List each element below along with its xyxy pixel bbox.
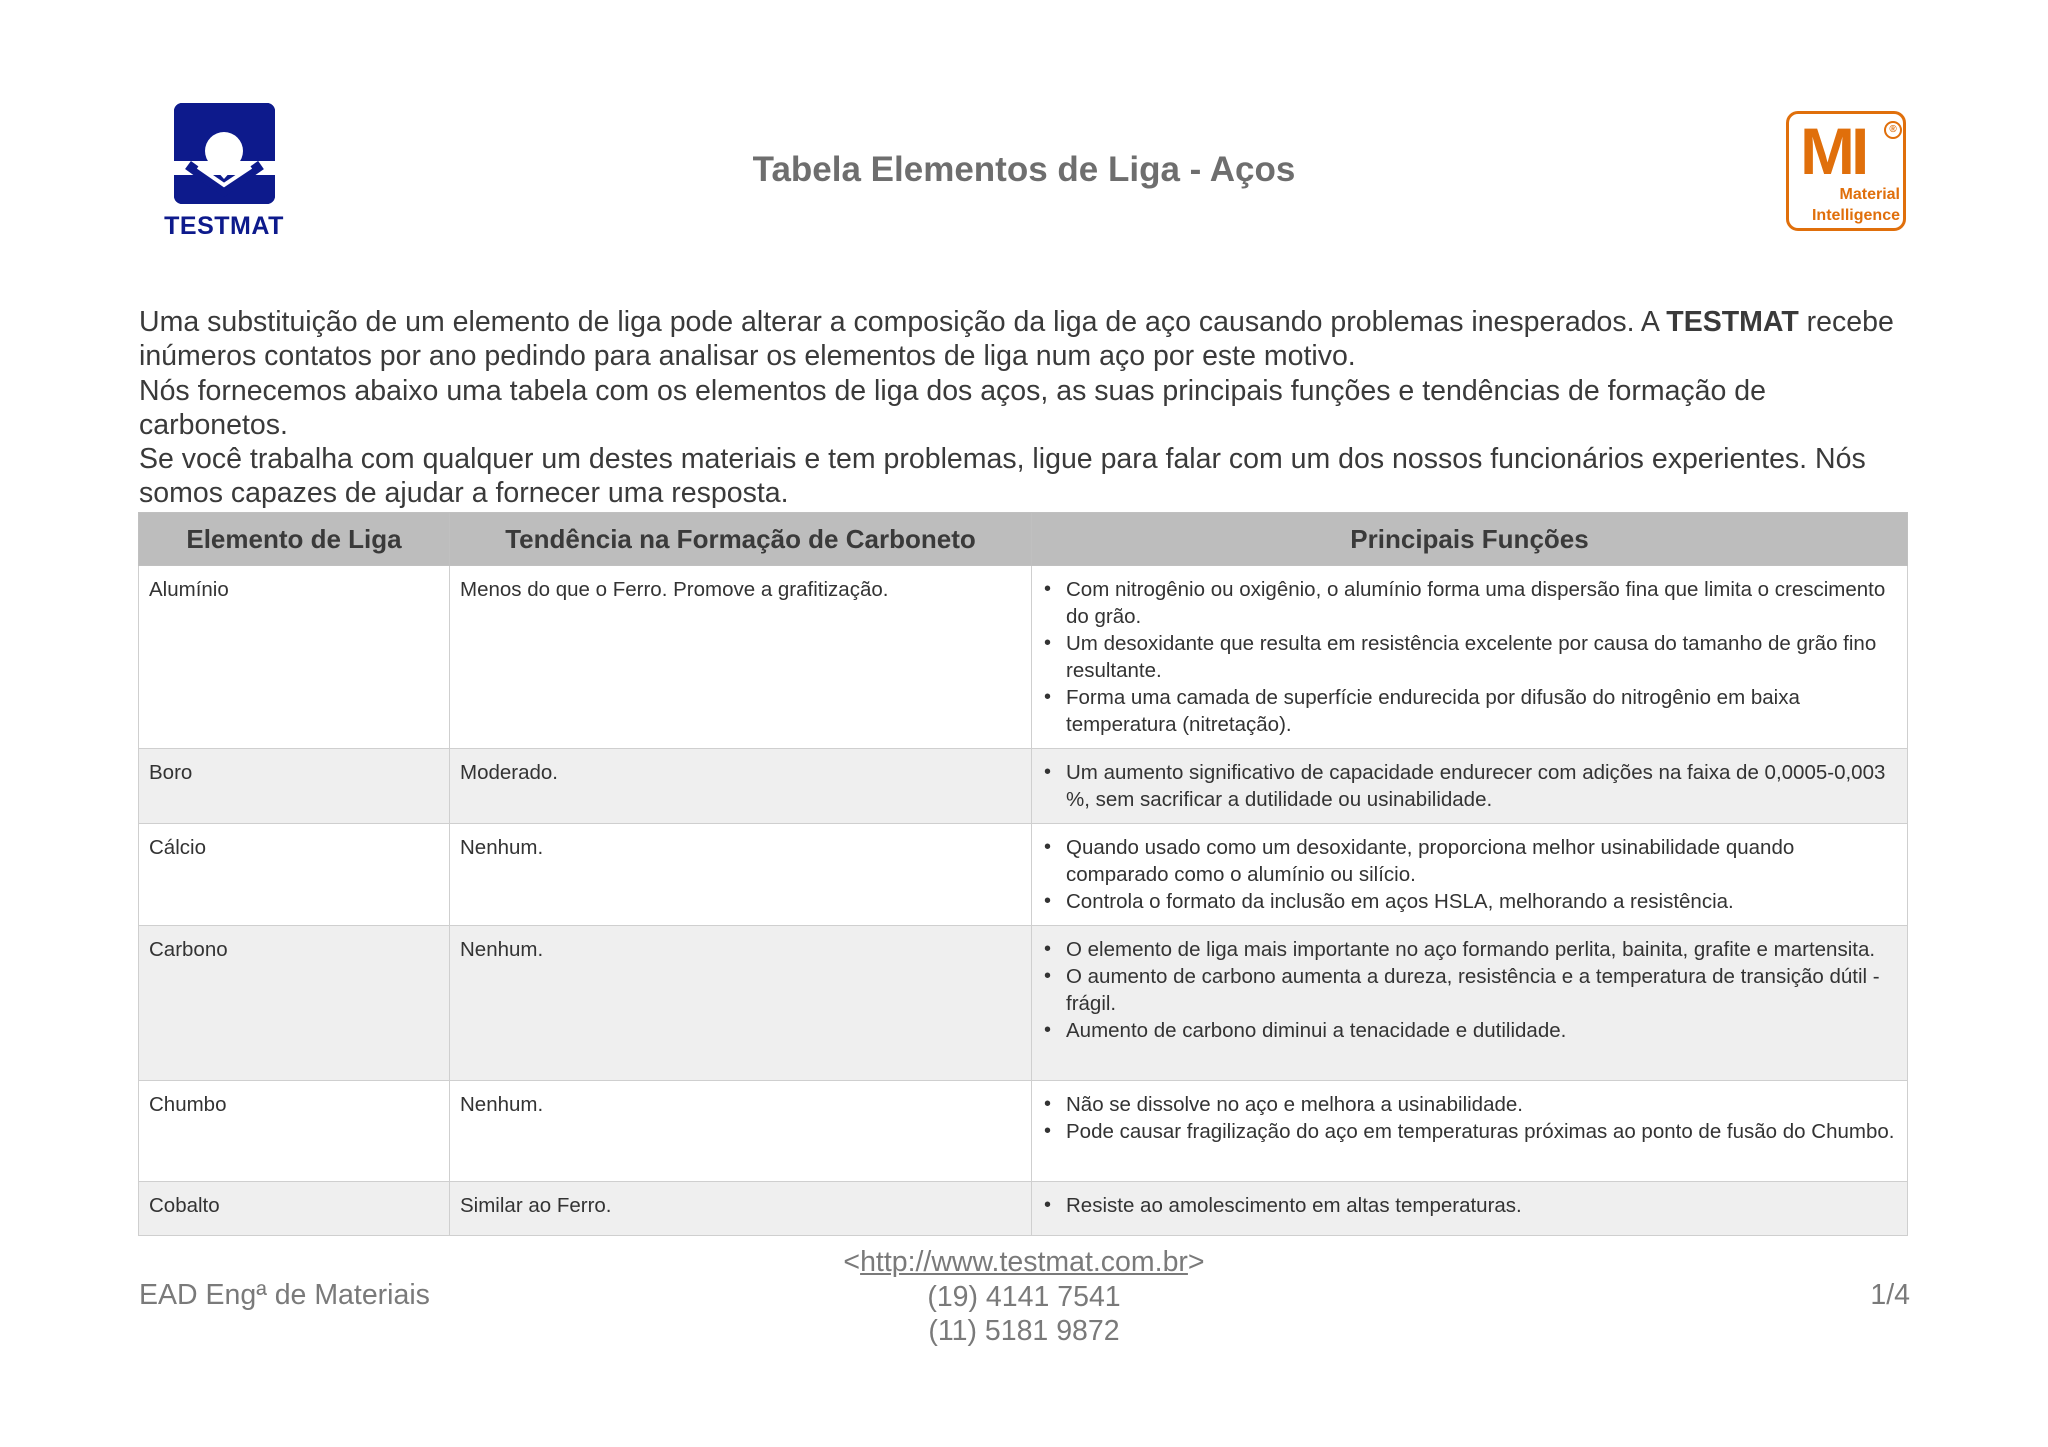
table-row bbox=[139, 1182, 1908, 1236]
footer-contact bbox=[0, 1245, 2048, 1349]
table-row bbox=[139, 926, 1908, 1081]
cell-tendency: Nenhum. bbox=[450, 926, 1032, 1081]
website-link[interactable]: http://www.testmat.com.br bbox=[860, 1246, 1188, 1278]
testmat-logo-text: TESTMAT bbox=[164, 212, 284, 240]
footer-website bbox=[0, 1245, 2048, 1280]
cell-element: Alumínio bbox=[139, 566, 450, 749]
functions-list bbox=[1042, 759, 1897, 813]
material-intelligence-logo bbox=[1786, 111, 1906, 231]
cell-tendency: Nenhum. bbox=[450, 1081, 1032, 1182]
intro-p1-text2: recebe inúmeros contatos por ano pedindo para analisar os elementos de liga num aço por este motivo. bbox=[139, 306, 1894, 373]
cell-functions bbox=[1032, 566, 1908, 749]
functions-list bbox=[1042, 936, 1897, 1044]
intro-paragraph-3: Se você trabalha com qualquer um destes materiais e tem problemas, ligue para falar com um dos nossos funcionários experientes. Nós somos capazes de ajudar a fornecer uma resposta. bbox=[139, 443, 1866, 510]
cell-functions bbox=[1032, 749, 1908, 824]
list-item: • O aumento de carbono aumenta a dureza, resistência e a temperatura de transição dútil - frágil. bbox=[1042, 963, 1897, 1017]
functions-list bbox=[1042, 1192, 1897, 1219]
intro-p1-text: Uma substituição de um elemento de liga pode alterar a composição da liga de aço causando problemas inesperados. A bbox=[139, 306, 1667, 338]
list-item: • Não se dissolve no aço e melhora a usinabilidade. bbox=[1042, 1091, 1897, 1118]
column-header-element: Elemento de Liga bbox=[139, 513, 450, 566]
table-row bbox=[139, 749, 1908, 824]
cell-functions bbox=[1032, 1182, 1908, 1236]
cell-element: Cobalto bbox=[139, 1182, 450, 1236]
list-item: • Resiste ao amolescimento em altas temperaturas. bbox=[1042, 1192, 1897, 1219]
mi-logo-line2: Intelligence bbox=[1811, 207, 1900, 224]
intro-paragraph-2: Nós fornecemos abaixo uma tabela com os elementos de liga dos aços, as suas principais funções e tendências de formação de carbonetos. bbox=[139, 374, 1767, 441]
mi-logo-mark: MI bbox=[1800, 114, 1866, 188]
intro-p1-brand: TESTMAT bbox=[1666, 306, 1799, 338]
cell-tendency: Menos do que o Ferro. Promove a grafitização. bbox=[450, 566, 1032, 749]
page-title: Tabela Elementos de Liga - Aços bbox=[752, 150, 1296, 189]
list-item: • Pode causar fragilização do aço em temperaturas próximas ao ponto de fusão do Chumbo. bbox=[1042, 1118, 1897, 1145]
cell-functions bbox=[1032, 926, 1908, 1081]
page-number: 1/4 bbox=[1870, 1279, 1910, 1311]
table-row bbox=[139, 824, 1908, 926]
cell-element: Chumbo bbox=[139, 1081, 450, 1182]
footer-department: EAD Engª de Materiais bbox=[139, 1279, 430, 1311]
cell-tendency: Moderado. bbox=[450, 749, 1032, 824]
footer-phone-2: (11) 5181 9872 bbox=[928, 1315, 1120, 1347]
cell-functions bbox=[1032, 824, 1908, 926]
intro-paragraph-1 bbox=[139, 305, 1919, 374]
list-item: • Aumento de carbono diminui a tenacidade e dutilidade. bbox=[1042, 1017, 1897, 1044]
list-item: • Um aumento significativo de capacidade endurecer com adições na faixa de 0,0005-0,003 %, sem sacrificar a dutilidade ou usinabilidade. bbox=[1042, 759, 1897, 813]
list-item: • Forma uma camada de superfície endurecida por difusão do nitrogênio em baixa temperatura (nitretação). bbox=[1042, 684, 1897, 738]
table-row bbox=[139, 566, 1908, 749]
alloy-elements-table bbox=[138, 512, 1908, 1236]
cell-functions bbox=[1032, 1081, 1908, 1182]
cell-tendency: Similar ao Ferro. bbox=[450, 1182, 1032, 1236]
table-row bbox=[139, 1081, 1908, 1182]
footer-link-close: > bbox=[1187, 1246, 1205, 1278]
registered-icon: ® bbox=[1884, 121, 1902, 139]
cell-element: Boro bbox=[139, 749, 450, 824]
cell-element: Cálcio bbox=[139, 824, 450, 926]
mi-logo-line1: Material bbox=[1839, 186, 1900, 203]
footer-phone-1: (19) 4141 7541 bbox=[927, 1280, 1121, 1313]
functions-list bbox=[1042, 576, 1897, 738]
footer-link-open: < bbox=[843, 1246, 861, 1278]
mi-logo-subtitle bbox=[1812, 184, 1900, 226]
functions-list bbox=[1042, 834, 1897, 915]
list-item: • Quando usado como um desoxidante, proporciona melhor usinabilidade quando comparado como o alumínio ou silício. bbox=[1042, 834, 1897, 888]
cell-tendency: Nenhum. bbox=[450, 824, 1032, 926]
column-header-functions: Principais Funções bbox=[1032, 513, 1908, 566]
table-header-row bbox=[139, 513, 1908, 566]
functions-list bbox=[1042, 1091, 1897, 1145]
column-header-tendency: Tendência na Formação de Carboneto bbox=[450, 513, 1032, 566]
cell-element: Carbono bbox=[139, 926, 450, 1081]
list-item: • O elemento de liga mais importante no aço formando perlita, bainita, grafite e martensita. bbox=[1042, 936, 1897, 963]
list-item: • Um desoxidante que resulta em resistência excelente por causa do tamanho de grão fino resultante. bbox=[1042, 630, 1897, 684]
list-item: • Com nitrogênio ou oxigênio, o alumínio forma uma dispersão fina que limita o crescimento do grão. bbox=[1042, 576, 1897, 630]
intro-text bbox=[139, 305, 1919, 511]
list-item: • Controla o formato da inclusão em aços HSLA, melhorando a resistência. bbox=[1042, 888, 1897, 915]
